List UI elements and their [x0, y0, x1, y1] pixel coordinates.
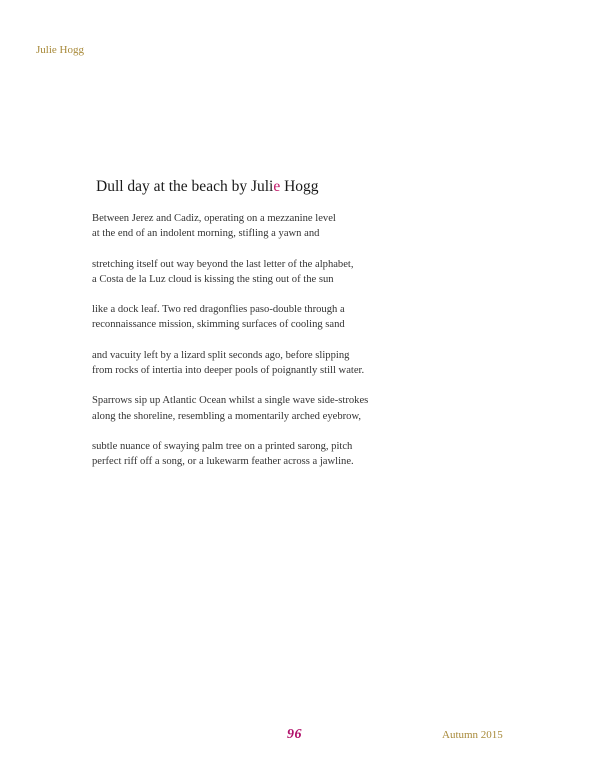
poem-title [96, 178, 319, 196]
stanza [92, 393, 512, 423]
poem-line: a Costa de la Luz cloud is kissing the sting out of the sun [92, 273, 334, 285]
poem-title-end: Hogg [280, 178, 319, 195]
stanza [92, 257, 512, 287]
poem-title-start: Dull day at the beach by Juli [96, 178, 274, 195]
stanza [92, 211, 512, 241]
stanza [92, 302, 512, 332]
poem-line: reconnaissance mission, skimming surfaces of cooling sand [92, 319, 345, 331]
page-number: 96 [287, 727, 302, 742]
poem-line: stretching itself out way beyond the last letter of the alphabet, [92, 258, 354, 270]
poem-line: Between Jerez and Cadiz, operating on a mezzanine level [92, 213, 336, 224]
poem-line: perfect riff off a song, or a lukewarm feather across a jawline. [92, 456, 354, 468]
poem-title-accent-letter: e [273, 178, 281, 195]
poem-line: like a dock leaf. Two red dragonflies paso-double through a [92, 304, 345, 316]
poem-line: Sparrows sip up Atlantic Ocean whilst a single wave side-strokes [92, 395, 369, 407]
running-head-author: Julie Hogg [36, 44, 84, 56]
stanza [92, 348, 512, 378]
issue-label: Autumn 2015 [442, 729, 503, 741]
poem-line: at the end of an indolent morning, stifling a yawn and [92, 228, 320, 240]
poem-body [92, 211, 512, 485]
poem-line: and vacuity left by a lizard split seconds ago, before slipping [92, 349, 350, 361]
poem-line: along the shoreline, resembling a momentarily arched eyebrow, [92, 410, 362, 422]
poem-line: subtle nuance of swaying palm tree on a printed sarong, pitch [92, 440, 353, 452]
poem-line: from rocks of intertia into deeper pools of poignantly still water. [92, 364, 365, 376]
stanza [92, 439, 512, 469]
